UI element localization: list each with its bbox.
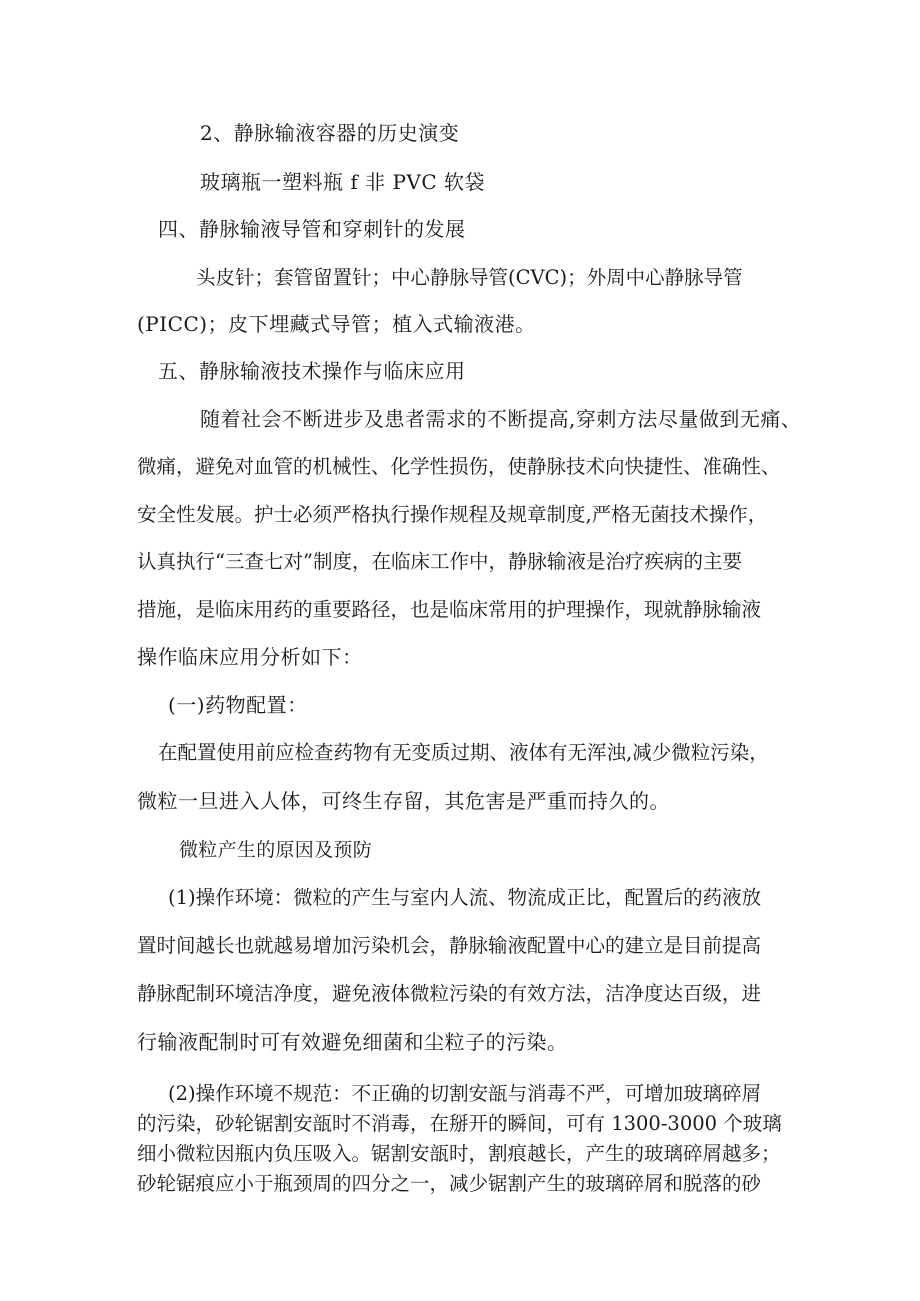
environment-paragraph-line: 置时间越长也就越易增加污染机会，静脉输液配置中心的建立是目前提高 (137, 934, 762, 957)
catheter-text-line-2: (PICC)；皮下埋藏式导管；植入式输液港。 (137, 312, 536, 336)
particle-cause-heading: 微粒产生的原因及预防 (179, 839, 373, 861)
nonstandard-paragraph-line: 细小微粒因瓶内负压吸入。锯割安瓿时，割痕越长，产生的玻璃碎屑越多； (137, 1142, 781, 1165)
subheading-drug-preparation: (一)药物配置： (168, 693, 308, 717)
intro-paragraph-line: 微痛，避免对血管的机械性、化学性损伤，使静脉技术向快捷性、准确性、 (137, 455, 781, 478)
nonstandard-paragraph-line: 的污染，砂轮锯割安瓿时不消毒，在掰开的瞬间，可有 1300-3000 个玻璃 (137, 1112, 782, 1135)
intro-paragraph-line: 认真执行“三查七对”制度，在临床工作中，静脉输液是治疗疾病的主要 (137, 550, 742, 573)
intro-paragraph-line: 措施，是临床用药的重要路径，也是临床常用的护理操作，现就静脉输液 (137, 598, 762, 621)
nonstandard-paragraph-line: (2)操作环境不规范：不正确的切割安瓿与消毒不严，可增加玻璃碎屑 (168, 1082, 762, 1105)
drug-prep-paragraph-line: 微粒一旦进入人体，可终生存留，其危害是严重而持久的。 (137, 789, 670, 813)
environment-paragraph-line: 静脉配制环境洁净度，避免液体微粒污染的有效方法，洁净度达百级，进 (137, 982, 762, 1005)
environment-paragraph-line: (1)操作环境：微粒的产生与室内人流、物流成正比，配置后的药液放 (168, 886, 762, 909)
intro-paragraph-line: 安全性发展。护士必须严格执行操作规程及规章制度,严格无菌技术操作， (137, 503, 768, 526)
intro-paragraph-line: 操作临床应用分析如下： (137, 645, 363, 669)
drug-prep-paragraph-line: 在配置使用前应检查药物有无变质过期、液体有无浑浊,减少微粒污染， (158, 741, 769, 764)
nonstandard-paragraph-line: 砂轮锯痕应小于瓶颈周的四分之一，减少锯割产生的玻璃碎屑和脱落的砂 (137, 1172, 762, 1195)
container-evolution-text: 玻璃瓶一塑料瓶 f 非 PVC 软袋 (200, 170, 486, 194)
catheter-text-line-1: 头皮针；套管留置针；中心静脉导管(CVC)；外周中心静脉导管 (196, 266, 743, 289)
environment-paragraph-line: 行输液配制时可有效避免细菌和尘粒子的污染。 (137, 1030, 568, 1054)
heading-five: 五、静脉输液技术操作与临床应用 (158, 359, 466, 383)
heading-four: 四、静脉输液导管和穿刺针的发展 (158, 217, 466, 241)
section-heading-container-evolution: 2、静脉输液容器的历史演变 (200, 121, 460, 145)
intro-paragraph-line: 随着社会不断进步及患者需求的不断提高,穿刺方法尽量做到无痛、 (200, 407, 802, 431)
